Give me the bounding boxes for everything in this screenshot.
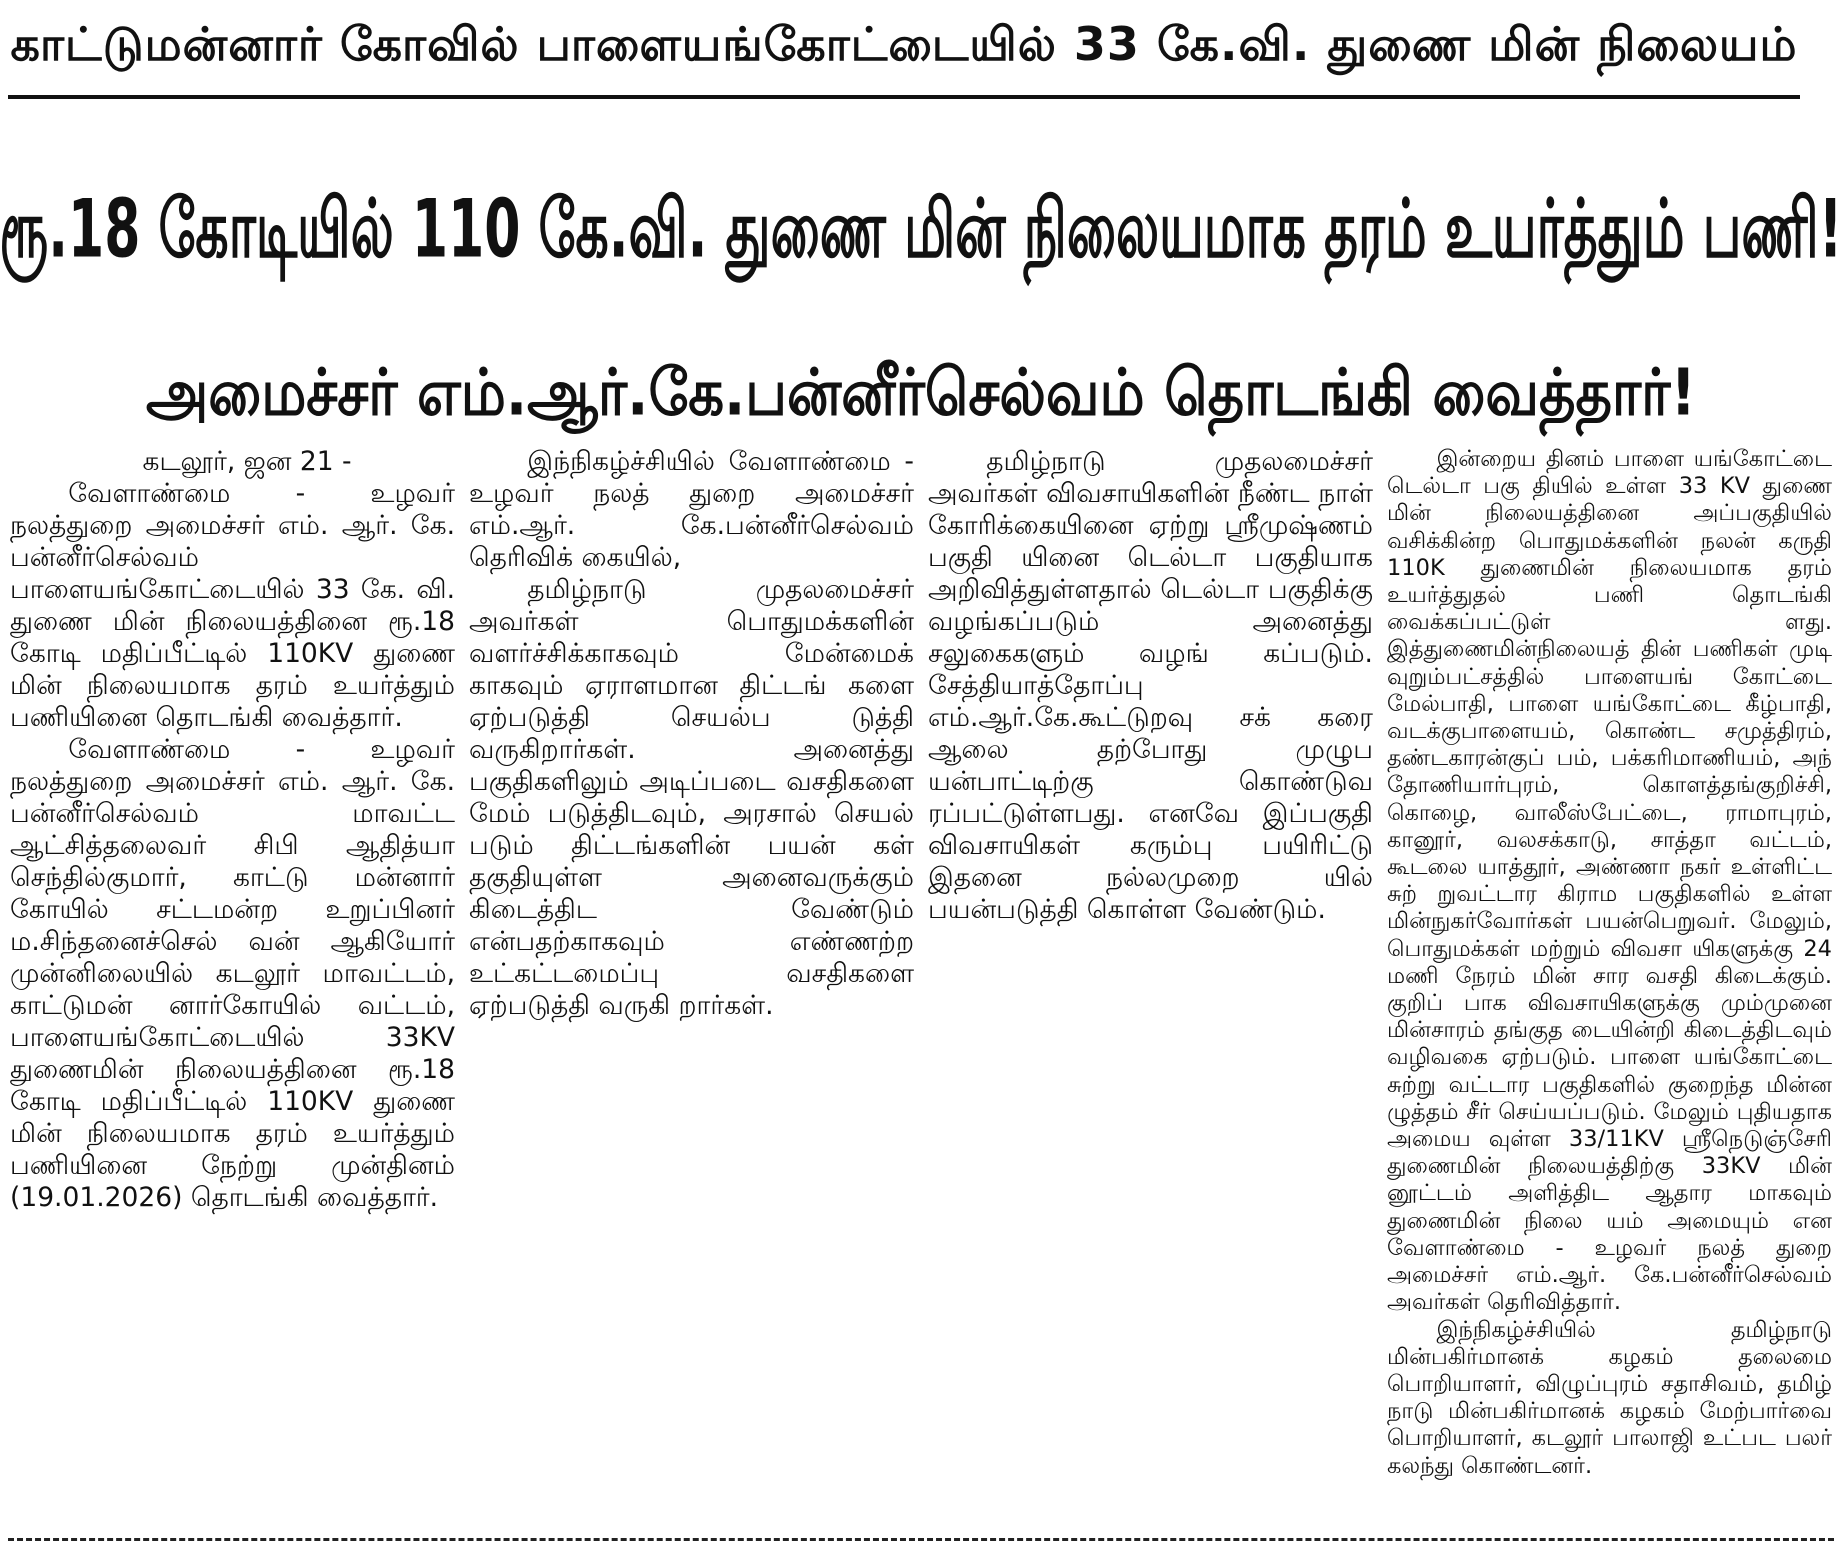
sub-headline: அமைச்சர் எம்.ஆர்.கே.பன்னீர்செல்வம் தொடங்கி வைத்தார்! — [146, 355, 1696, 431]
column-2 — [469, 446, 914, 1526]
bottom-dashed-rule — [8, 1538, 1834, 1541]
column-3 — [928, 446, 1373, 1526]
paragraph-2: வேளாண்மை - உழவர் நலத்துறை அமைச்சர் எம். ஆர். கே. பன்னீர்செல்வம் மாவட்ட ஆட்சித்தலைவர் சிபி ஆதித்யா செந்தில்குமார், காட்டு மன்னார் கோயில் சட்டமன்ற உறுப்பினர் ம.சிந்தனைச்செல் வன் ஆகியோர் முன்னிலையில் கடலூர் மாவட்டம், காட்டுமன் னார்கோயில் வட்டம், பாளையங்கோட்டையில் 33KV துணைமின் நிலையத்தினை ரூ.18 கோடி மதிப்பீட்டில் 110KV துணை மின் நிலையமாக தரம் உயர்த்தும் பணியினை நேற்று முன்தினம் (19.01.2026) தொடங்கி வைத்தார். — [10, 734, 455, 1213]
column-1 — [10, 446, 455, 1526]
paragraph-5: தமிழ்நாடு முதலமைச்சர் அவர்கள் விவசாயிகளின் நீண்ட நாள் கோரிக்கையினை ஏற்று ஸ்ரீமுஷ்ணம் பகுதி யினை டெல்டா பகுதியாக அறிவித்துள்ளதால் டெல்டா பகுதிக்கு வழங்கப்படும் அனைத்து சலுகைகளும் வழங் கப்படும். சேத்தியாத்தோப்பு எம்.ஆர்.கே.கூட்டுறவு சக் கரை ஆலை தற்போது முழுப யன்பாட்டிற்கு கொண்டுவ ரப்பட்டுள்ளபது. எனவே இப்பகுதி விவசாயிகள் கரும்பு பயிரிட்டு இதனை நல்லமுறை யில் பயன்படுத்தி கொள்ள வேண்டும். — [928, 446, 1373, 925]
main-headline: ரூ.18 கோடியில் 110 கே.வி. துணை மின் நிலையமாக தரம் உயர்த்தும் பணி! — [0, 183, 1842, 277]
kicker-rule — [8, 95, 1800, 99]
paragraph-4: தமிழ்நாடு முதலமைச்சர் அவர்கள் பொதுமக்களின் வளர்ச்சிக்காகவும் மேன்மைக் காகவும் ஏராளமான திட்டங் களை ஏற்படுத்தி செயல்ப டுத்தி வருகிறார்கள். அனைத்து பகுதிகளிலும் அடிப்படை வசதிகளை மேம் படுத்திடவும், அரசால் செயல் படும் திட்டங்களின் பயன் கள் தகுதியுள்ள அனைவருக்கும் கிடைத்திட வேண்டும் என்பதற்காகவும் எண்ணற்ற உட்கட்டமைப்பு வசதிகளை ஏற்படுத்தி வருகி றார்கள். — [469, 574, 914, 1021]
paragraph-3: இந்நிகழ்ச்சியில் வேளாண்மை - உழவர் நலத் துறை அமைச்சர் எம்.ஆர். கே.பன்னீர்செல்வம் தெரிவிக் கையில், — [469, 446, 914, 573]
column-4 — [1387, 446, 1832, 1526]
article-body — [10, 446, 1832, 1526]
paragraph-7: இந்நிகழ்ச்சியில் தமிழ்நாடு மின்பகிர்மானக் கழகம் தலைமை பொறியாளர், விழுப்புரம் சதாசிவம், தமிழ் நாடு மின்பகிர்மானக் கழகம் மேற்பார்வை பொறியாளர், கடலூர் பாலாஜி உட்பட பலர் கலந்து கொண்டனர். — [1387, 1316, 1832, 1479]
dateline: கடலூர், ஜன 21 - — [142, 446, 352, 477]
paragraph-6: இன்றைய தினம் பாளை யங்கோட்டை டெல்டா பகு தியில் உள்ள 33 KV துணை மின் நிலையத்தினை அப்பகுதியில் வசிக்கின்ற பொதுமக்களின் நலன் கருதி 110K துணைமின் நிலையமாக தரம் உயர்த்துதல் பணி தொடங்கி வைக்கப்பட்டுள் ளது. இத்துணைமின்நிலையத் தின் பணிகள் முடி வுறும்பட்சத்தில் பாளையங் கோட்டை மேல்பாதி, பாளை யங்கோட்டை கீழ்பாதி, வடக்குபாளையம், கொண்ட சமுத்திரம், தண்டகாரன்குப் பம், பக்கரிமாணியம், அந் தோணியார்புரம், கொளத்தங்குறிச்சி, கொழை, வாலீஸ்பேட்டை, ராமாபுரம், கானூர், வலசக்காடு, சாத்தா வட்டம், கூடலை யாத்தூர், அண்ணா நகர் உள்ளிட்ட சுற் றுவட்டார கிராம பகுதிகளில் உள்ள மின்நுகர்வோர்கள் பயன்பெறுவர். மேலும், பொதுமக்கள் மற்றும் விவசா யிகளுக்கு 24 மணி நேரம் மின் சார வசதி கிடைக்கும். குறிப் பாக விவசாயிகளுக்கு மும்முனை மின்சாரம் தங்குத டையின்றி கிடைத்திடவும் வழிவகை ஏற்படும். பாளை யங்கோட்டை சுற்று வட்டார பகுதிகளில் குறைந்த மின்ன ழுத்தம் சீர் செய்யப்படும். மேலும் புதியதாக அமைய வுள்ள 33/11KV ஸ்ரீநெடுஞ்சேரி துணைமின் நிலையத்திற்கு 33KV மின் னூட்டம் அளித்திட ஆதார மாகவும் துணைமின் நிலை யம் அமையும் என வேளாண்மை - உழவர் நலத் துறை அமைச்சர் எம்.ஆர். கே.பன்னீர்செல்வம் அவர்கள் தெரிவித்தார். — [1387, 446, 1832, 1316]
paragraph-1: வேளாண்மை - உழவர் நலத்துறை அமைச்சர் எம். ஆர். கே. பன்னீர்செல்வம் பாளையங்கோட்டையில் 33 கே. வி. துணை மின் நிலையத்தினை ரூ.18 கோடி மதிப்பீட்டில் 110KV துணை மின் நிலையமாக தரம் உயர்த்தும் பணியினை தொடங்கி வைத்தார். — [10, 478, 455, 733]
kicker-headline: காட்டுமன்னார் கோவில் பாளையங்கோட்டையில் 33 கே.வி. துணை மின் நிலையம் — [10, 17, 1798, 71]
